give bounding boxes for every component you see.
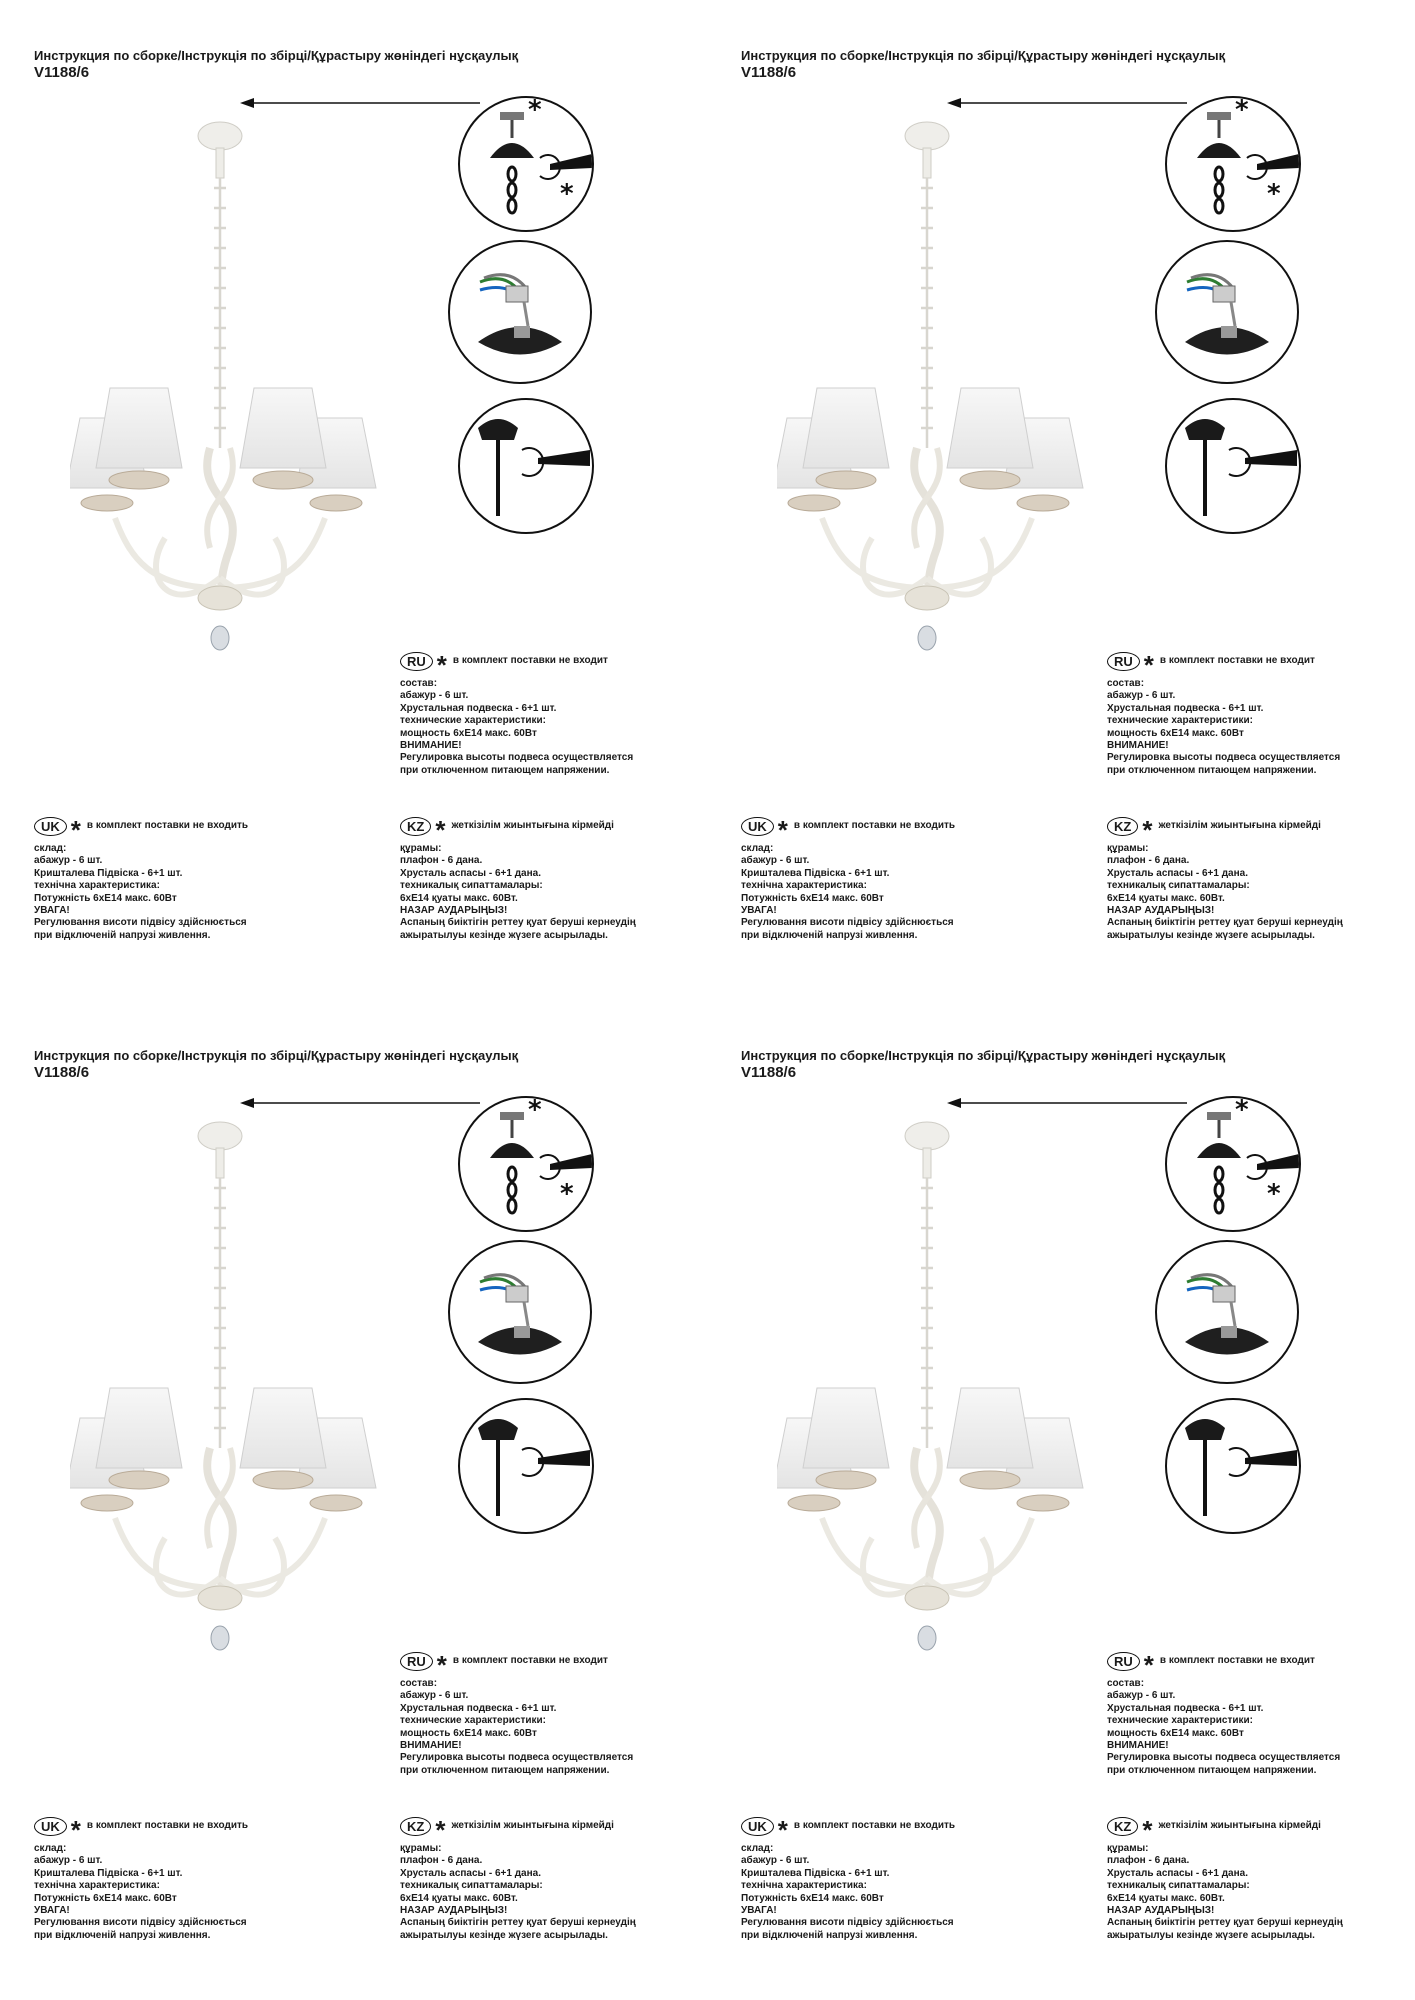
- step-height-adjust-circle: [1165, 398, 1301, 534]
- not-included-note: жеткізілім жиынтығына кірмейді: [1158, 819, 1321, 831]
- spec-line: УВАГА!: [34, 1905, 70, 1917]
- spec-line: технічна характеристика:: [34, 880, 160, 892]
- spec-line: техникалық сипаттамалары:: [400, 1880, 543, 1892]
- spec-lines: [1107, 843, 1343, 942]
- spec-line: құрамы:: [400, 843, 442, 854]
- spec-line: НАЗАР АУДАРЫҢЫЗ!: [400, 905, 508, 917]
- spec-line: УВАГА!: [741, 905, 777, 917]
- spec-line: Аспаның биіктігін реттеу қуат беруші кернеудің: [1107, 1917, 1343, 1929]
- language-badge-uk: UK: [741, 1817, 774, 1836]
- language-badge-kz: KZ: [1107, 1817, 1138, 1836]
- spec-line: абажур - 6 шт.: [741, 855, 810, 867]
- spec-line: 6хЕ14 қуаты макс. 60Вт.: [1107, 1892, 1225, 1904]
- spec-line: плафон - 6 дана.: [1107, 1855, 1190, 1867]
- not-included-note: в комплект поставки не входить: [86, 819, 249, 831]
- spec-line: 6хЕ14 қуаты макс. 60Вт.: [400, 892, 518, 904]
- spec-line: плафон - 6 дана.: [400, 1855, 483, 1867]
- spec-line: склад:: [34, 843, 67, 854]
- arrow-left-icon: [947, 96, 1187, 110]
- section-uk: [741, 815, 955, 942]
- spec-line: Кришталева Підвіска - 6+1 шт.: [741, 867, 890, 879]
- svg-text:*: *: [528, 1098, 542, 1125]
- spec-line: Регулировка высоты подвеса осуществляется: [400, 1752, 634, 1764]
- spec-line: УВАГА!: [34, 905, 70, 917]
- spec-line: 6хЕ14 қуаты макс. 60Вт.: [400, 1892, 518, 1904]
- spec-line: абажур - 6 шт.: [34, 1855, 103, 1867]
- spec-line: склад:: [34, 1843, 67, 1854]
- instruction-sheet: [0, 1000, 707, 2000]
- spec-line: 6хЕ14 қуаты макс. 60Вт.: [1107, 892, 1225, 904]
- spec-line: НАЗАР АУДАРЫҢЫЗ!: [400, 1905, 508, 1917]
- spec-line: Регулювання висоти підвісу здійснюється: [741, 917, 954, 929]
- section-ru: [1107, 1650, 1340, 1777]
- not-included-note: жеткізілім жиынтығына кірмейді: [1158, 1819, 1321, 1831]
- not-included-note: в комплект поставки не входить: [793, 819, 956, 831]
- chandelier-image: [777, 1118, 1097, 1678]
- asterisk-icon: *: [70, 815, 81, 845]
- not-included-note: в комплект поставки не входит: [1159, 1654, 1315, 1666]
- not-included-note: в комплект поставки не входит: [1159, 654, 1315, 666]
- spec-line: техникалық сипаттамалары:: [1107, 1880, 1250, 1892]
- spec-line: Регулювання висоти підвісу здійснюється: [741, 1917, 954, 1929]
- asterisk-icon: *: [435, 815, 446, 845]
- svg-text:*: *: [560, 1179, 574, 1209]
- language-badge-kz: KZ: [1107, 817, 1138, 836]
- not-included-note: в комплект поставки не входить: [793, 1819, 956, 1831]
- sheet-title: Инструкция по сборке/Інструкція по збірці/Құрастыру жөніндегі нұсқаулық: [741, 1048, 1226, 1063]
- asterisk-icon: *: [70, 1815, 81, 1845]
- mount-bracket-icon: [460, 1098, 592, 1230]
- language-badge-kz: KZ: [400, 1817, 431, 1836]
- language-badge-uk: UK: [34, 817, 67, 836]
- svg-text:*: *: [528, 98, 542, 125]
- spec-line: Хрусталь аспасы - 6+1 дана.: [400, 867, 542, 879]
- spec-line: НАЗАР АУДАРЫҢЫЗ!: [1107, 1905, 1215, 1917]
- step-wiring-circle: [1155, 1240, 1299, 1384]
- asterisk-icon: *: [1142, 815, 1153, 845]
- spec-line: при відключеній напрузі живлення.: [741, 1929, 918, 1941]
- chandelier-image: [70, 118, 390, 678]
- spec-line: Аспаның биіктігін реттеу қуат беруші кернеудің: [400, 1917, 636, 1929]
- language-badge-kz: KZ: [400, 817, 431, 836]
- arrow-left-icon: [947, 1096, 1187, 1110]
- spec-line: техникалық сипаттамалары:: [1107, 880, 1250, 892]
- wiring-icon: [450, 1242, 590, 1382]
- step-wiring-circle: [448, 1240, 592, 1384]
- wiring-icon: [1157, 1242, 1297, 1382]
- step-wiring-circle: [448, 240, 592, 384]
- spec-line: абажур - 6 шт.: [34, 855, 103, 867]
- spec-line: ажыратылуы кезінде жүзеге асырылады.: [1107, 929, 1315, 941]
- not-included-note: в комплект поставки не входит: [452, 654, 608, 666]
- asterisk-icon: *: [436, 650, 447, 680]
- spec-line: ажыратылуы кезінде жүзеге асырылады.: [400, 929, 608, 941]
- spec-line: техникалық сипаттамалары:: [400, 880, 543, 892]
- spec-line: при отключенном питающем напряжении.: [1107, 764, 1317, 776]
- language-badge-ru: RU: [400, 652, 433, 671]
- spec-line: ВНИМАНИЕ!: [1107, 1740, 1169, 1752]
- spec-line: ажыратылуы кезінде жүзеге асырылады.: [1107, 1929, 1315, 1941]
- language-badge-ru: RU: [1107, 652, 1140, 671]
- spec-lines: [400, 843, 636, 942]
- not-included-note: жеткізілім жиынтығына кірмейді: [451, 1819, 614, 1831]
- spec-lines: [400, 1843, 636, 1942]
- spec-line: Регулювання висоти підвісу здійснюється: [34, 917, 247, 929]
- instruction-sheet: [0, 0, 707, 1000]
- spec-line: Регулировка высоты подвеса осуществляется: [400, 752, 634, 764]
- not-included-note: в комплект поставки не входить: [86, 1819, 249, 1831]
- spec-line: Потужність 6хЕ14 макс. 60Вт: [34, 892, 177, 904]
- spec-line: Кришталева Підвіска - 6+1 шт.: [34, 1867, 183, 1879]
- svg-text:*: *: [1235, 98, 1249, 125]
- spec-line: мощность 6хЕ14 макс. 60Вт: [1107, 727, 1244, 739]
- spec-line: состав:: [400, 678, 438, 689]
- spec-line: Потужність 6хЕ14 макс. 60Вт: [741, 1892, 884, 1904]
- language-badge-uk: UK: [34, 1817, 67, 1836]
- spec-line: технічна характеристика:: [741, 1880, 867, 1892]
- language-badge-uk: UK: [741, 817, 774, 836]
- section-uk: [34, 815, 248, 942]
- mount-bracket-icon: [460, 98, 592, 230]
- language-badge-ru: RU: [1107, 1652, 1140, 1671]
- spec-line: при відключеній напрузі живлення.: [34, 1929, 211, 1941]
- spec-line: Аспаның биіктігін реттеу қуат беруші кернеудің: [1107, 917, 1343, 929]
- spec-line: при отключенном питающем напряжении.: [400, 1764, 610, 1776]
- spec-lines: [34, 843, 248, 942]
- asterisk-icon: *: [435, 1815, 446, 1845]
- section-ru: [400, 1650, 633, 1777]
- step-wiring-circle: [1155, 240, 1299, 384]
- spec-line: абажур - 6 шт.: [741, 1855, 810, 1867]
- spec-line: мощность 6хЕ14 макс. 60Вт: [400, 1727, 537, 1739]
- sheet-title: Инструкция по сборке/Інструкція по збірці/Құрастыру жөніндегі нұсқаулық: [34, 48, 519, 63]
- spec-lines: [400, 678, 633, 777]
- spec-line: при отключенном питающем напряжении.: [1107, 1764, 1317, 1776]
- asterisk-icon: *: [1142, 1815, 1153, 1845]
- spec-line: технические характеристики:: [1107, 1715, 1253, 1727]
- mount-bracket-icon: [1167, 98, 1299, 230]
- spec-line: плафон - 6 дана.: [1107, 855, 1190, 867]
- spec-line: Хрустальная подвеска - 6+1 шт.: [400, 702, 557, 714]
- spec-line: құрамы:: [1107, 1843, 1149, 1854]
- height-adjust-icon: [1167, 1400, 1299, 1532]
- section-kz: [1107, 1815, 1343, 1942]
- spec-line: ВНИМАНИЕ!: [1107, 740, 1169, 752]
- svg-text:*: *: [1235, 1098, 1249, 1125]
- chandelier-image: [777, 118, 1097, 678]
- svg-text:*: *: [1267, 179, 1281, 209]
- asterisk-icon: *: [777, 1815, 788, 1845]
- spec-lines: [741, 1843, 955, 1942]
- section-ru: [1107, 650, 1340, 777]
- section-ru: [400, 650, 633, 777]
- model-number: V1188/6: [741, 64, 797, 81]
- step-ceiling-mount-circle: [1165, 1096, 1301, 1232]
- section-uk: [741, 1815, 955, 1942]
- spec-line: мощность 6хЕ14 макс. 60Вт: [400, 727, 537, 739]
- section-kz: [400, 815, 636, 942]
- model-number: V1188/6: [34, 1064, 90, 1081]
- wiring-icon: [450, 242, 590, 382]
- sheet-title: Инструкция по сборке/Інструкція по збірці/Құрастыру жөніндегі нұсқаулық: [34, 1048, 519, 1063]
- spec-line: Хрустальная подвеска - 6+1 шт.: [400, 1702, 557, 1714]
- mount-bracket-icon: [1167, 1098, 1299, 1230]
- spec-line: Хрусталь аспасы - 6+1 дана.: [1107, 1867, 1249, 1879]
- asterisk-icon: *: [436, 1650, 447, 1680]
- spec-line: абажур - 6 шт.: [400, 690, 469, 702]
- instruction-sheet: [707, 0, 1414, 1000]
- svg-text:*: *: [1267, 1179, 1281, 1209]
- spec-lines: [34, 1843, 248, 1942]
- not-included-note: в комплект поставки не входит: [452, 1654, 608, 1666]
- spec-line: Потужність 6хЕ14 макс. 60Вт: [34, 1892, 177, 1904]
- spec-line: абажур - 6 шт.: [1107, 1690, 1176, 1702]
- spec-lines: [1107, 678, 1340, 777]
- spec-line: технические характеристики:: [1107, 715, 1253, 727]
- spec-line: технические характеристики:: [400, 715, 546, 727]
- spec-line: Кришталева Підвіска - 6+1 шт.: [34, 867, 183, 879]
- step-height-adjust-circle: [458, 1398, 594, 1534]
- spec-line: мощность 6хЕ14 макс. 60Вт: [1107, 1727, 1244, 1739]
- step-height-adjust-circle: [458, 398, 594, 534]
- asterisk-icon: *: [1143, 650, 1154, 680]
- model-number: V1188/6: [741, 1064, 797, 1081]
- spec-line: Хрустальная подвеска - 6+1 шт.: [1107, 702, 1264, 714]
- spec-line: құрамы:: [1107, 843, 1149, 854]
- spec-line: при відключеній напрузі живлення.: [741, 929, 918, 941]
- chandelier-image: [70, 1118, 390, 1678]
- arrow-left-icon: [240, 96, 480, 110]
- step-height-adjust-circle: [1165, 1398, 1301, 1534]
- spec-lines: [1107, 1843, 1343, 1942]
- step-ceiling-mount-circle: [1165, 96, 1301, 232]
- spec-line: ажыратылуы кезінде жүзеге асырылады.: [400, 1929, 608, 1941]
- spec-line: состав:: [400, 1678, 438, 1689]
- spec-line: құрамы:: [400, 1843, 442, 1854]
- section-uk: [34, 1815, 248, 1942]
- wiring-icon: [1157, 242, 1297, 382]
- height-adjust-icon: [1167, 400, 1299, 532]
- spec-line: технічна характеристика:: [741, 880, 867, 892]
- spec-lines: [400, 1678, 633, 1777]
- spec-line: Кришталева Підвіска - 6+1 шт.: [741, 1867, 890, 1879]
- spec-lines: [741, 843, 955, 942]
- spec-line: состав:: [1107, 1678, 1145, 1689]
- spec-line: Аспаның биіктігін реттеу қуат беруші кернеудің: [400, 917, 636, 929]
- spec-line: Регулировка высоты подвеса осуществляется: [1107, 1752, 1341, 1764]
- height-adjust-icon: [460, 1400, 592, 1532]
- spec-line: ВНИМАНИЕ!: [400, 740, 462, 752]
- spec-line: ВНИМАНИЕ!: [400, 1740, 462, 1752]
- language-badge-ru: RU: [400, 1652, 433, 1671]
- svg-text:*: *: [560, 179, 574, 209]
- spec-line: абажур - 6 шт.: [1107, 690, 1176, 702]
- spec-line: УВАГА!: [741, 1905, 777, 1917]
- spec-line: при відключеній напрузі живлення.: [34, 929, 211, 941]
- spec-line: при отключенном питающем напряжении.: [400, 764, 610, 776]
- spec-line: абажур - 6 шт.: [400, 1690, 469, 1702]
- spec-line: плафон - 6 дана.: [400, 855, 483, 867]
- asterisk-icon: *: [1143, 1650, 1154, 1680]
- spec-line: Потужність 6хЕ14 макс. 60Вт: [741, 892, 884, 904]
- step-ceiling-mount-circle: [458, 96, 594, 232]
- spec-line: Хрустальная подвеска - 6+1 шт.: [1107, 1702, 1264, 1714]
- sheet-title: Инструкция по сборке/Інструкція по збірці/Құрастыру жөніндегі нұсқаулық: [741, 48, 1226, 63]
- height-adjust-icon: [460, 400, 592, 532]
- spec-line: технічна характеристика:: [34, 1880, 160, 1892]
- spec-line: Регулювання висоти підвісу здійснюється: [34, 1917, 247, 1929]
- spec-line: Хрусталь аспасы - 6+1 дана.: [1107, 867, 1249, 879]
- spec-lines: [1107, 1678, 1340, 1777]
- section-kz: [400, 1815, 636, 1942]
- step-ceiling-mount-circle: [458, 1096, 594, 1232]
- asterisk-icon: *: [777, 815, 788, 845]
- section-kz: [1107, 815, 1343, 942]
- arrow-left-icon: [240, 1096, 480, 1110]
- spec-line: НАЗАР АУДАРЫҢЫЗ!: [1107, 905, 1215, 917]
- model-number: V1188/6: [34, 64, 90, 81]
- spec-line: Регулировка высоты подвеса осуществляется: [1107, 752, 1341, 764]
- spec-line: состав:: [1107, 678, 1145, 689]
- spec-line: Хрусталь аспасы - 6+1 дана.: [400, 1867, 542, 1879]
- spec-line: технические характеристики:: [400, 1715, 546, 1727]
- instruction-sheet: [707, 1000, 1414, 2000]
- not-included-note: жеткізілім жиынтығына кірмейді: [451, 819, 614, 831]
- spec-line: склад:: [741, 843, 774, 854]
- spec-line: склад:: [741, 1843, 774, 1854]
